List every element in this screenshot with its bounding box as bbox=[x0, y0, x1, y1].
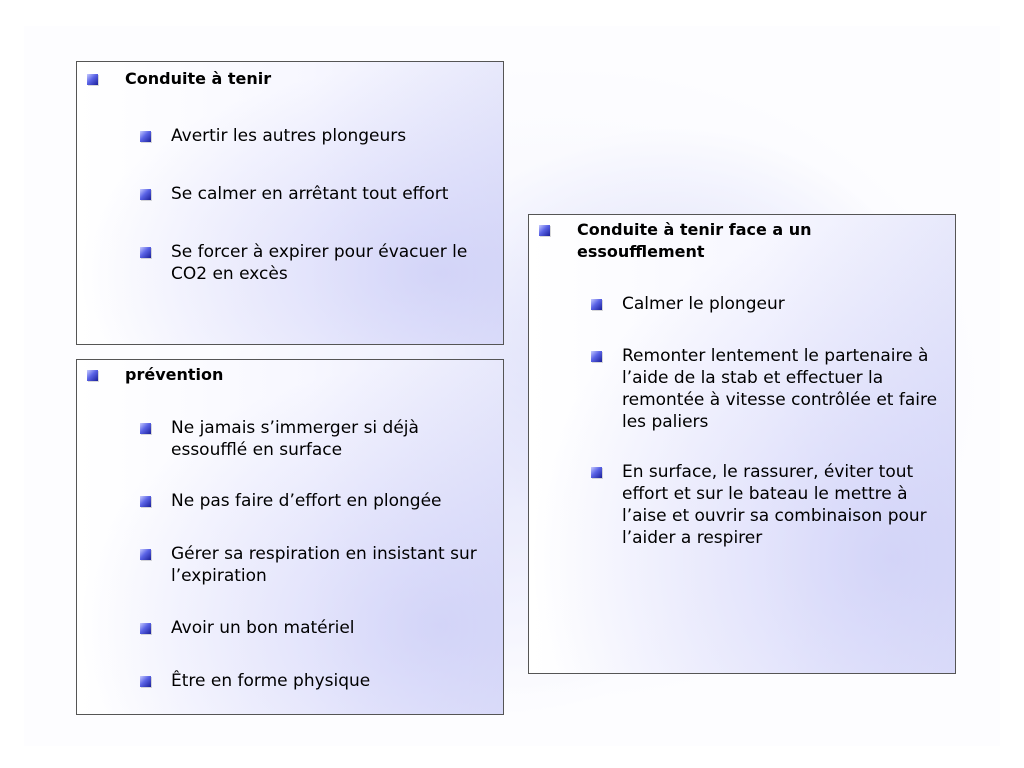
heading-text: prévention bbox=[125, 365, 224, 384]
box-heading bbox=[125, 364, 485, 386]
prevention-box bbox=[76, 359, 504, 715]
heading-text: Conduite à tenir bbox=[125, 69, 272, 88]
square-bullet-icon bbox=[539, 225, 550, 236]
list-item bbox=[622, 293, 952, 315]
square-bullet-icon bbox=[140, 189, 151, 200]
square-bullet-icon bbox=[140, 676, 151, 687]
square-bullet-icon bbox=[140, 549, 151, 560]
list-item-text: Gérer sa respiration en insistant sur l’expiration bbox=[171, 544, 477, 586]
list-item bbox=[171, 543, 496, 587]
square-bullet-icon bbox=[591, 299, 602, 310]
list-item-text: Avoir un bon matériel bbox=[171, 618, 355, 638]
list-item-text: Se calmer en arrêtant tout effort bbox=[171, 184, 449, 204]
square-bullet-icon bbox=[140, 423, 151, 434]
list-item-text: Avertir les autres plongeurs bbox=[171, 126, 407, 146]
list-item-text: Être en forme physique bbox=[171, 671, 371, 691]
heading-text: Conduite à tenir face a un essoufflement bbox=[577, 220, 812, 261]
list-item bbox=[171, 125, 496, 147]
square-bullet-icon bbox=[140, 623, 151, 634]
list-item-text: Remonter lentement le partenaire à l’aide de la stab et effectuer la remontée à vitesse contrôlée et faire les paliers bbox=[622, 346, 938, 432]
list-item-text: Ne pas faire d’effort en plongée bbox=[171, 491, 442, 511]
list-item bbox=[171, 670, 496, 692]
list-item bbox=[171, 241, 496, 285]
list-item-text: Se forcer à expirer pour évacuer le CO2 en excès bbox=[171, 242, 468, 284]
list-item bbox=[171, 183, 496, 205]
square-bullet-icon bbox=[140, 496, 151, 507]
list-item bbox=[171, 417, 496, 461]
list-item bbox=[171, 617, 496, 639]
list-item-text: Ne jamais s’immerger si déjà essoufflé en surface bbox=[171, 418, 419, 460]
list-item bbox=[622, 345, 952, 433]
square-bullet-icon bbox=[591, 351, 602, 362]
square-bullet-icon bbox=[591, 467, 602, 478]
box-heading bbox=[125, 68, 485, 90]
square-bullet-icon bbox=[87, 370, 98, 381]
essoufflement-box bbox=[528, 214, 956, 674]
square-bullet-icon bbox=[140, 131, 151, 142]
square-bullet-icon bbox=[140, 247, 151, 258]
list-item-text: En surface, le rassurer, éviter tout effort et sur le bateau le mettre à l’aise et ouvrir sa combinaison pour l’aider a respirer bbox=[622, 462, 927, 548]
square-bullet-icon bbox=[87, 74, 98, 85]
list-item-text: Calmer le plongeur bbox=[622, 294, 785, 314]
list-item bbox=[622, 461, 952, 549]
box-heading bbox=[577, 219, 937, 263]
conduite-a-tenir-box bbox=[76, 61, 504, 345]
list-item bbox=[171, 490, 496, 512]
